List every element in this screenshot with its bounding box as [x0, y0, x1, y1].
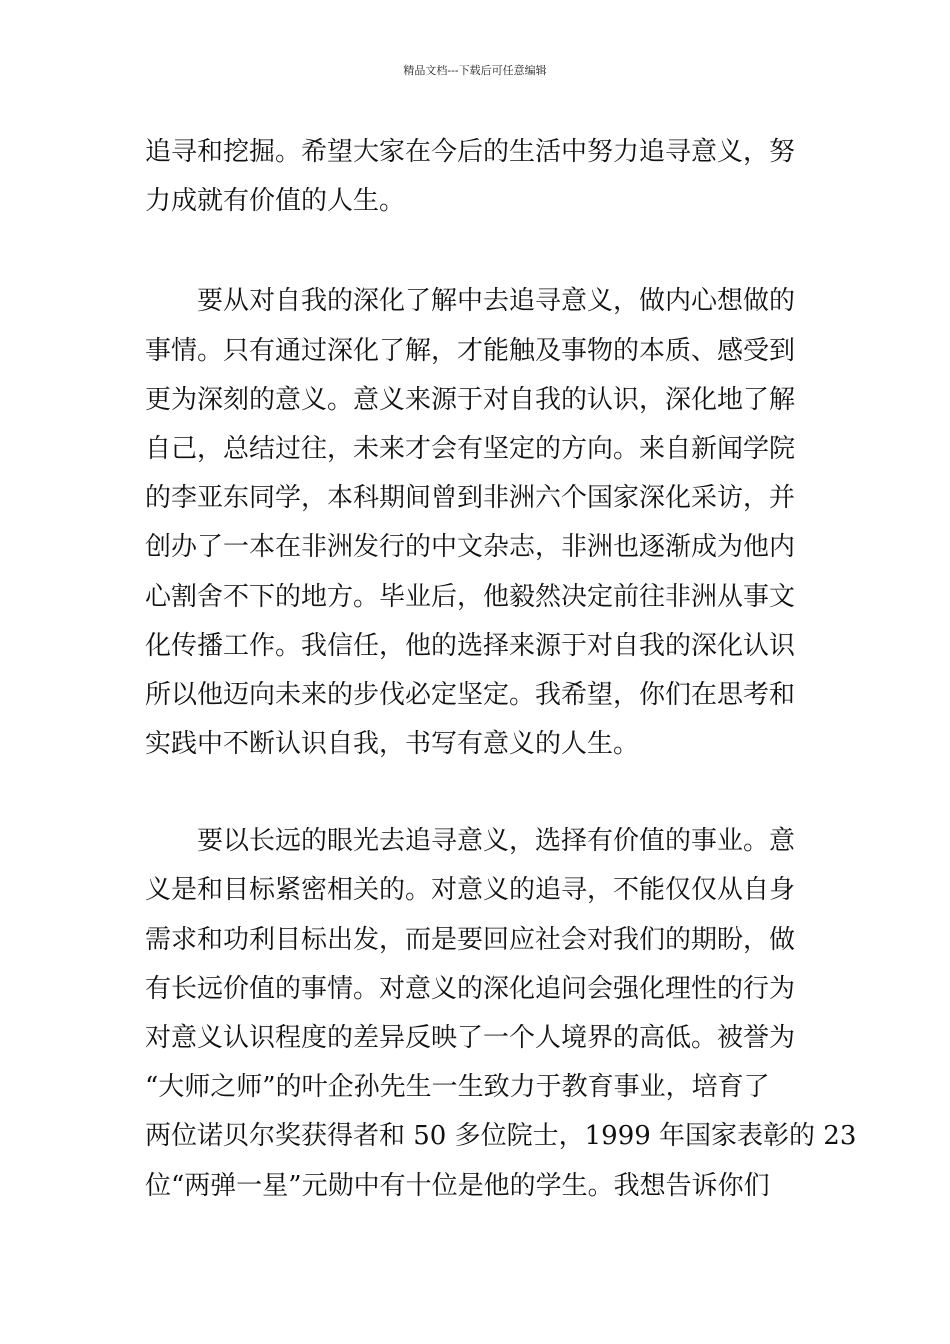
text-line: 需求和功利目标出发，而是要回应社会对我们的期盼，做	[145, 924, 796, 955]
page-header: 精品文档---下载后可任意编辑	[403, 64, 547, 77]
paragraph	[145, 277, 810, 769]
text-line: “大师之师”的叶企孙先生一生致力于教育事业，培育了	[145, 1072, 770, 1103]
text-line: 要从对自我的深化了解中去追寻意义，做内心想做的	[145, 286, 796, 317]
text-line: 有长远价值的事情。对意义的深化追问会强化理性的行为	[145, 973, 796, 1004]
text-line: 的李亚东同学，本科期间曾到非洲六个国家深化采访，并	[145, 483, 796, 514]
text-line: 化传播工作。我信任，他的选择来源于对自我的深化认识	[145, 630, 796, 661]
text-line: 所以他迈向未来的步伐必定坚定。我希望，你们在思考和	[145, 679, 796, 710]
text-line: 要以长远的眼光去追寻意义，选择有价值的事业。意	[145, 826, 796, 857]
text-line: 义是和目标紧密相关的。对意义的追寻，不能仅仅从自身	[145, 875, 796, 906]
document-body	[145, 128, 857, 1211]
text-line: 更为深刻的意义。意义来源于对自我的认识，深化地了解	[145, 384, 796, 415]
text-line: 两位诺贝尔奖获得者和 50 多位院士，1999 年国家表彰的 23	[145, 1121, 857, 1152]
paragraph-spacer	[145, 769, 810, 817]
text-line: 创办了一本在非洲发行的中文杂志，非洲也逐渐成为他内	[145, 532, 796, 563]
paragraph-spacer	[145, 226, 810, 277]
text-line: 自己，总结过往，未来才会有坚定的方向。来自新闻学院	[145, 433, 796, 464]
text-line: 心割舍不下的地方。毕业后，他毅然决定前往非洲从事文	[145, 581, 796, 612]
paragraph	[145, 817, 857, 1211]
paragraph	[145, 128, 810, 226]
text-line: 追寻和挖掘。希望大家在今后的生活中努力追寻意义，努	[145, 137, 796, 167]
text-line: 力成就有价值的人生。	[145, 186, 406, 217]
text-line: 位“两弹一星”元勋中有十位是他的学生。我想告诉你们	[145, 1170, 770, 1201]
text-line: 对意义认识程度的差异反映了一个人境界的高低。被誉为	[145, 1023, 796, 1053]
text-line: 实践中不断认识自我，书写有意义的人生。	[145, 729, 640, 760]
text-line: 事情。只有通过深化了解，才能触及事物的本质、感受到	[145, 335, 796, 366]
